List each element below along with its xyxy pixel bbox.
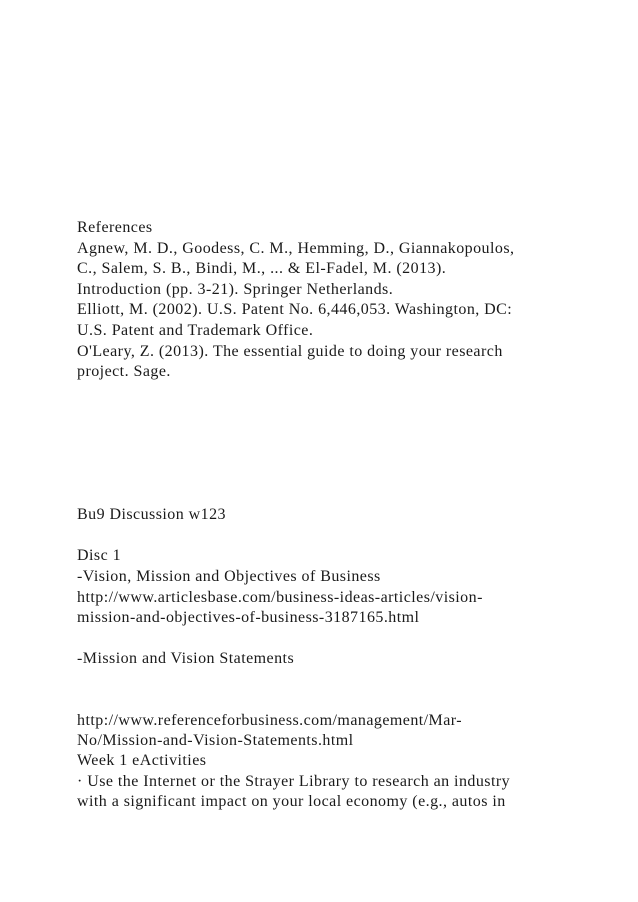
reference-line: Agnew, M. D., Goodess, C. M., Hemming, D., Giannakopoulos, (77, 240, 515, 257)
reference-line: Introduction (pp. 3-21). Springer Netherlands. (77, 281, 394, 298)
references-heading: References (77, 219, 153, 236)
reference-line: project. Sage. (77, 363, 171, 380)
discussion-title: Bu9 Discussion w123 (77, 506, 227, 523)
item-url[interactable]: http://www.articlesbase.com/business-ideas-articles/vision- (77, 589, 483, 606)
item-url[interactable]: No/Mission-and-Vision-Statements.html (77, 732, 354, 749)
reference-line: Elliott, M. (2002). U.S. Patent No. 6,446,053. Washington, DC: (77, 301, 513, 318)
reference-line: O'Leary, Z. (2013). The essential guide to doing your research (77, 343, 503, 360)
week1-bullet: with a significant impact on your local economy (e.g., autos in (77, 793, 506, 810)
week1-bullet: · Use the Internet or the Strayer Library to research an industry (77, 773, 511, 790)
reference-line: U.S. Patent and Trademark Office. (77, 322, 314, 339)
item-url[interactable]: mission-and-objectives-of-business-3187165.html (77, 609, 420, 626)
item-url[interactable]: http://www.referenceforbusiness.com/management/Mar- (77, 712, 463, 729)
item-title: -Vision, Mission and Objectives of Business (77, 568, 381, 585)
disc-label: Disc 1 (77, 547, 122, 564)
item-title: -Mission and Vision Statements (77, 650, 295, 667)
week1-heading: Week 1 eActivities (77, 752, 207, 769)
reference-line: C., Salem, S. B., Bindi, M., ... & El-Fadel, M. (2013). (77, 260, 447, 277)
